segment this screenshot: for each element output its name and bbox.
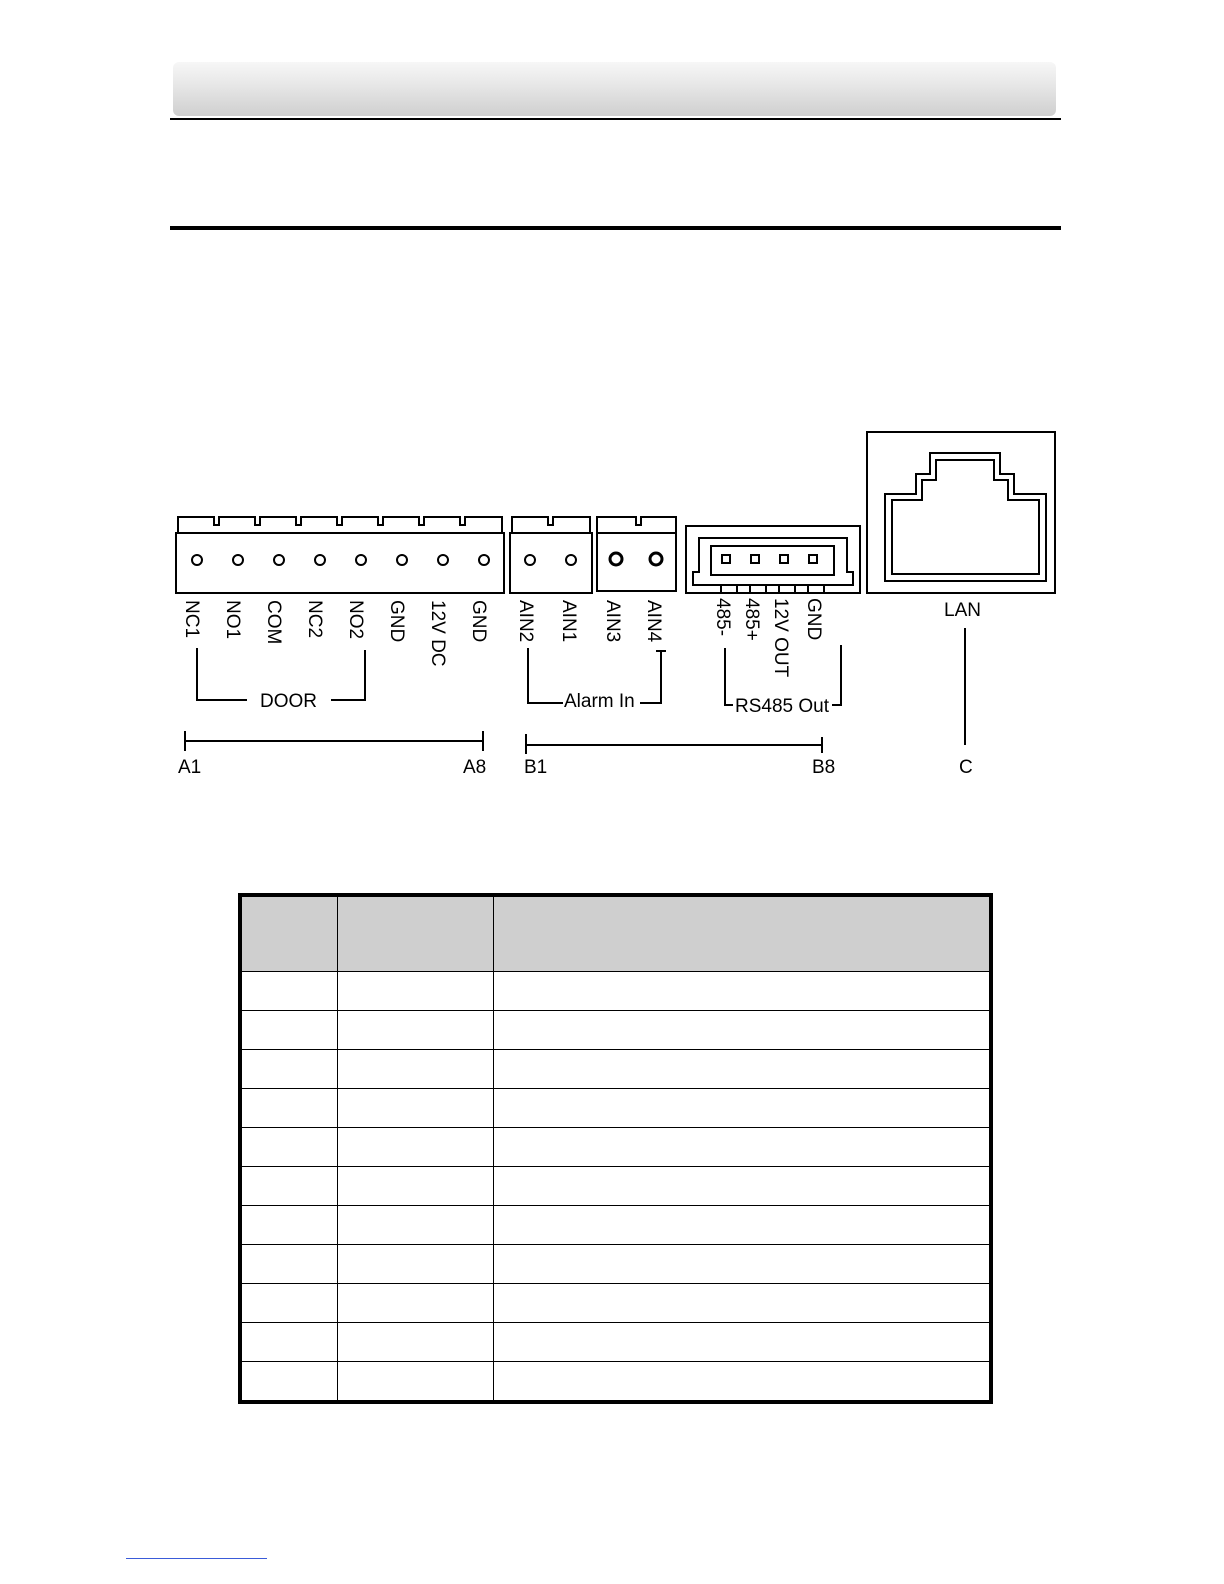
table-row xyxy=(240,1362,991,1403)
pin-label-a8: GND xyxy=(468,600,489,643)
door-group-label: DOOR xyxy=(260,691,317,712)
table-cell-no xyxy=(240,1362,338,1403)
table-cell-name xyxy=(338,1284,494,1323)
range-a-end: A8 xyxy=(463,757,487,778)
lan-range-label: C xyxy=(959,757,973,778)
table-header-row xyxy=(240,895,991,972)
pin-label-ain4: AIN4 xyxy=(643,600,664,643)
pin-labels-a xyxy=(181,600,489,667)
rs485-group-label: RS485 Out xyxy=(735,696,829,717)
pin-label-ain2: AIN2 xyxy=(515,600,536,643)
table-row xyxy=(240,1089,991,1128)
pin-label-a1: NC1 xyxy=(181,600,202,639)
table-cell-description xyxy=(494,1089,992,1128)
table-cell-no xyxy=(240,1011,338,1050)
table-row xyxy=(240,1128,991,1167)
lan-label: LAN xyxy=(944,600,981,621)
lan-callout xyxy=(944,600,981,778)
range-a-start: A1 xyxy=(178,757,202,778)
lan-port xyxy=(867,432,1055,593)
table-cell-no xyxy=(240,1089,338,1128)
table-cell-name xyxy=(338,1323,494,1362)
table-cell-name xyxy=(338,1206,494,1245)
table-cell-name xyxy=(338,1050,494,1089)
table-row xyxy=(240,972,991,1011)
pin-labels-alarm xyxy=(515,600,664,643)
table-cell-description xyxy=(494,1362,992,1403)
pin-label-ain1: AIN1 xyxy=(558,600,579,643)
range-b xyxy=(524,734,835,778)
rs485-connector xyxy=(686,526,860,594)
table-row xyxy=(240,1167,991,1206)
table-cell-no xyxy=(240,1167,338,1206)
pin-labels-rs485 xyxy=(712,598,824,678)
range-a xyxy=(178,731,486,778)
footer-link-underline[interactable] xyxy=(126,1558,267,1559)
table-cell-name xyxy=(338,1128,494,1167)
table-cell-no xyxy=(240,972,338,1011)
terminal-block-alarm-1 xyxy=(510,517,592,593)
table-row xyxy=(240,1245,991,1284)
table-cell-description xyxy=(494,1323,992,1362)
table-cell-description xyxy=(494,1167,992,1206)
pin-label-485-plus: 485+ xyxy=(741,598,762,641)
table-cell-name xyxy=(338,1167,494,1206)
alarm-in-bracket xyxy=(528,648,666,712)
pin-label-a4: NC2 xyxy=(304,600,325,639)
table-cell-description xyxy=(494,1050,992,1089)
table-cell-name xyxy=(338,1362,494,1403)
table-cell-description xyxy=(494,972,992,1011)
table-row xyxy=(240,1284,991,1323)
table-cell-description xyxy=(494,1128,992,1167)
range-b-end: B8 xyxy=(812,757,836,778)
table-row xyxy=(240,1050,991,1089)
table-cell-no xyxy=(240,1323,338,1362)
terminal-block-alarm-2 xyxy=(597,517,676,591)
pin-label-a5: NO2 xyxy=(345,600,366,640)
table-row xyxy=(240,1011,991,1050)
range-b-start: B1 xyxy=(524,757,548,778)
pin-label-12v-out: 12V OUT xyxy=(770,598,791,678)
pin-label-a7: 12V DC xyxy=(427,600,448,667)
table-cell-name xyxy=(338,1011,494,1050)
table-row xyxy=(240,1323,991,1362)
table-cell-name xyxy=(338,1089,494,1128)
table-cell-description xyxy=(494,1011,992,1050)
pin-label-ain3: AIN3 xyxy=(602,600,623,643)
table-cell-description xyxy=(494,1245,992,1284)
terminal-block-a xyxy=(176,517,504,593)
table-header-description xyxy=(494,895,992,972)
door-bracket xyxy=(197,648,365,712)
table-header-no xyxy=(240,895,338,972)
pin-label-a2: NO1 xyxy=(222,600,243,640)
table-header-name xyxy=(338,895,494,972)
alarm-in-group-label: Alarm In xyxy=(564,691,635,712)
pin-label-485-minus: 485- xyxy=(712,598,733,637)
pin-label-a6: GND xyxy=(386,600,407,643)
table-cell-name xyxy=(338,972,494,1011)
table-cell-description xyxy=(494,1284,992,1323)
table-cell-description xyxy=(494,1206,992,1245)
pin-label-rs485-gnd: GND xyxy=(803,598,824,641)
table-cell-no xyxy=(240,1050,338,1089)
table-row xyxy=(240,1206,991,1245)
table-cell-no xyxy=(240,1206,338,1245)
pin-label-a3: COM xyxy=(263,600,284,645)
pin-description-table xyxy=(238,893,993,1404)
table-cell-no xyxy=(240,1128,338,1167)
table-cell-name xyxy=(338,1245,494,1284)
table-cell-no xyxy=(240,1245,338,1284)
table-cell-no xyxy=(240,1284,338,1323)
